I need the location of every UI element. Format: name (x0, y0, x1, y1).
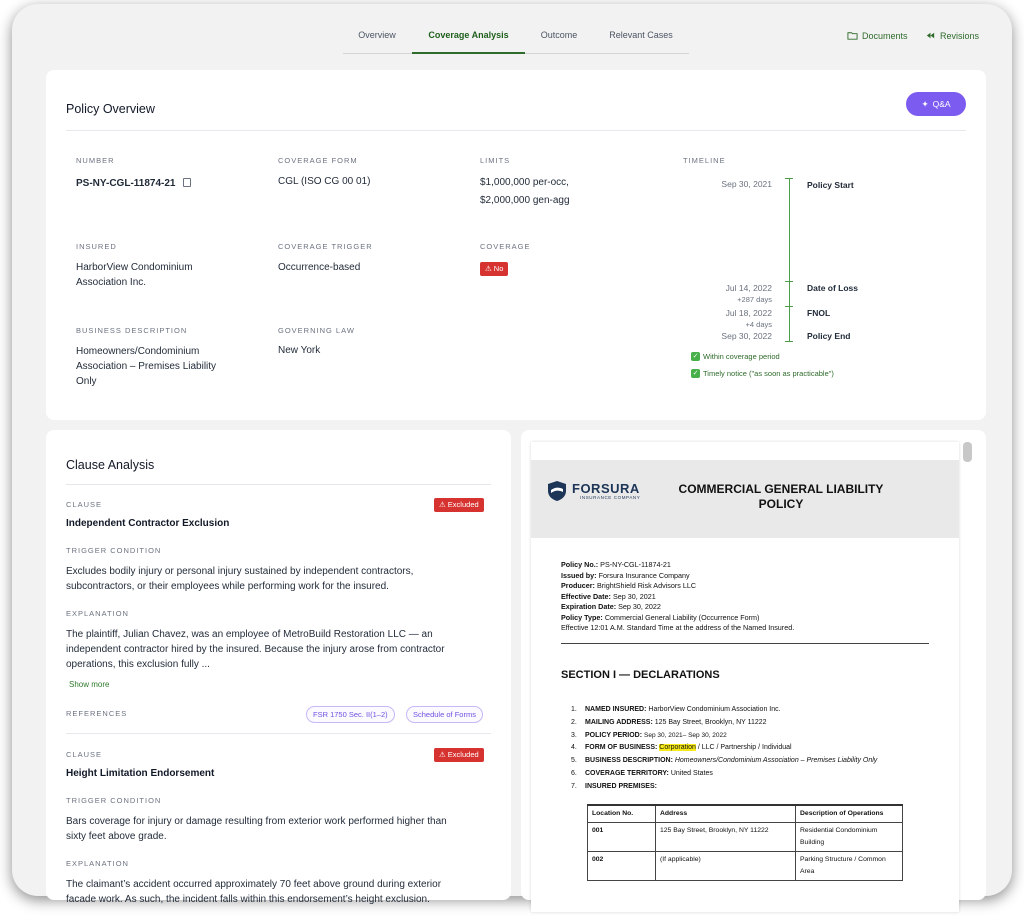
coverage-trigger-label: COVERAGE TRIGGER (278, 242, 373, 251)
item-key: INSURED PREMISES: (585, 782, 657, 790)
policy-number-value: PS-NY-CGL-11874-21 (76, 178, 176, 189)
policy-meta (561, 560, 794, 634)
table-header-row (588, 805, 903, 823)
timeline-line (789, 178, 790, 342)
revisions-label: Revisions (940, 30, 980, 41)
meta-row (561, 581, 794, 592)
document-viewer[interactable] (521, 430, 986, 900)
divider (66, 130, 966, 131)
title-line: POLICY (758, 497, 804, 511)
text-line: The plaintiff, Julian Chavez, was an employee of MetroBuild Restoration LLC — an (66, 629, 433, 640)
document-page (531, 442, 959, 912)
timeline-delta: +4 days (745, 320, 772, 329)
document-rule (561, 643, 929, 644)
table-row (588, 823, 903, 852)
business-description-value (76, 344, 216, 389)
meta-row (561, 592, 794, 603)
meta-value: Sep 30, 2022 (618, 602, 661, 611)
text-line: facade work. As such, the incident falls within this endorsement’s height exclusion. (66, 894, 430, 905)
excluded-badge: ⚠ Excluded (434, 748, 484, 762)
timeline-date: Sep 30, 2022 (721, 331, 772, 341)
declaration-item (571, 730, 877, 743)
declaration-item (571, 768, 877, 781)
timeline-delta: +287 days (737, 295, 772, 304)
business-description-label: BUSINESS DESCRIPTION (76, 326, 188, 335)
table-row (588, 852, 903, 881)
scrollbar-thumb[interactable] (963, 442, 972, 462)
item-number: 5. (571, 757, 577, 765)
business-description-line: Association – Premises Liability (76, 361, 217, 372)
meta-key: Expiration Date: (561, 602, 617, 611)
insured-line: HarborView Condominium (76, 262, 193, 273)
timeline-event: FNOL (807, 308, 831, 318)
limits-line: $1,000,000 per-occ, (480, 177, 569, 188)
insured-line: Association Inc. (76, 277, 147, 288)
meta-value: Commercial General Liability (Occurrence Form) (604, 612, 760, 622)
highlighted-value: Corporation (659, 744, 696, 752)
qa-button[interactable] (906, 92, 966, 116)
item-key: POLICY PERIOD: (585, 731, 643, 739)
clause-analysis-card (46, 430, 511, 905)
meta-value: BrightShield Risk Advisors LLC (596, 581, 697, 590)
coverage-trigger-value: Occurrence-based (278, 262, 361, 273)
item-number: 7. (571, 782, 577, 790)
meta-row (561, 560, 794, 571)
documents-label: Documents (862, 30, 908, 41)
coverage-period-check (691, 352, 780, 361)
item-key: COVERAGE TERRITORY: (585, 769, 669, 777)
timely-notice-check (691, 369, 834, 378)
meta-key: Effective Date: (561, 591, 611, 601)
show-more-link[interactable]: Show more (69, 680, 110, 689)
item-number: 1. (571, 706, 577, 713)
explanation-text (66, 627, 445, 672)
timeline-label: TIMELINE (683, 156, 726, 165)
clause-analysis-title: Clause Analysis (66, 458, 155, 472)
number-label: NUMBER (76, 156, 115, 165)
policy-number (76, 176, 191, 191)
item-number: 4. (571, 744, 577, 752)
copy-icon[interactable] (183, 178, 191, 187)
tab-coverage-analysis[interactable]: Coverage Analysis (412, 26, 525, 54)
declaration-item (571, 742, 877, 755)
divider (66, 484, 491, 485)
coverage-status-badge: ⚠ No (480, 262, 508, 276)
table-cell: Parking Structure / Common Area (796, 852, 903, 881)
logo-subtitle: INSURANCE COMPANY (580, 494, 641, 500)
meta-value: Effective 12:01 A.M. Standard Time at the address of the Named Insured. (561, 623, 795, 632)
text-line: subcontractors, or their employees while performing work for the insured. (66, 581, 389, 592)
text-line: sixty feet above grade. (66, 831, 167, 842)
clause-label: CLAUSE (66, 750, 103, 759)
table-cell: 002 (588, 852, 656, 881)
coverage-label: COVERAGE (480, 242, 531, 251)
forsura-logo (547, 480, 640, 502)
item-value: Homeowners/Condominium Association – Premises Liability Only (674, 757, 878, 765)
meta-row (561, 613, 794, 624)
table-cell: 125 Bay Street, Brooklyn, NY 11222 (656, 823, 796, 852)
text-line: independent contractor hired by the insured. Because the injury arose from contractor (66, 644, 445, 655)
trigger-condition-text (66, 564, 413, 594)
folder-icon (847, 30, 858, 41)
column-header: Address (656, 805, 796, 823)
item-key: BUSINESS DESCRIPTION: (585, 757, 673, 765)
text-line: The claimant’s accident occurred approximately 70 feet above ground during exterior (66, 879, 442, 890)
text-line: Excludes bodily injury or personal injury sustained by independent contractors, (66, 566, 414, 577)
revisions-button[interactable] (925, 30, 979, 41)
meta-key: Policy No.: (561, 560, 599, 569)
timeline-date: Jul 14, 2022 (725, 283, 772, 293)
item-number: 6. (571, 769, 577, 777)
trigger-condition-label: TRIGGER CONDITION (66, 546, 162, 555)
limits-line: $2,000,000 gen-agg (480, 195, 570, 206)
limits-label: LIMITS (480, 156, 511, 165)
item-key: MAILING ADDRESS: (585, 718, 653, 726)
logo-wordmark: FORSURA (572, 480, 640, 496)
timeline-event: Policy Start (807, 180, 854, 190)
check-label: Within coverage period (703, 352, 780, 361)
item-value: / LLC / Partnership / Individual (695, 744, 792, 752)
governing-law-value: New York (278, 345, 321, 356)
trigger-condition-label: TRIGGER CONDITION (66, 796, 162, 805)
document-header (531, 460, 959, 538)
timeline-tick (785, 306, 793, 307)
item-value: United States (670, 769, 713, 777)
meta-value: Forsura Insurance Company (598, 570, 690, 580)
insured-label: INSURED (76, 242, 117, 251)
meta-key: Issued by: (561, 570, 597, 580)
declaration-item (571, 755, 877, 768)
timeline-date: Sep 30, 2021 (721, 179, 772, 189)
sparkle-icon: ✦ (921, 98, 929, 109)
business-description-line: Homeowners/Condominium (76, 346, 200, 357)
item-number: 2. (571, 718, 577, 726)
title-line: COMMERCIAL GENERAL LIABILITY (678, 482, 884, 496)
timeline-event: Date of Loss (807, 283, 859, 293)
timeline-date: Jul 18, 2022 (725, 308, 772, 318)
reference-chip[interactable]: FSR 1750 Sec. II(1–2) (306, 706, 395, 723)
clause-label: CLAUSE (66, 500, 103, 509)
timeline-tick (785, 281, 793, 282)
qa-label: Q&A (932, 99, 951, 109)
check-label: Timely notice ("as soon as practicable") (703, 369, 834, 378)
meta-row (561, 623, 794, 634)
section-heading: SECTION I — DECLARATIONS (561, 669, 720, 681)
meta-row (561, 571, 794, 582)
rewind-icon (925, 30, 936, 41)
explanation-label: EXPLANATION (66, 859, 129, 868)
app-window (12, 4, 1012, 905)
trigger-condition-text (66, 814, 447, 844)
insured-value (76, 260, 193, 290)
coverage-form-label: COVERAGE FORM (278, 156, 358, 165)
documents-button[interactable] (847, 30, 908, 41)
explanation-text (66, 877, 441, 907)
tab-outcome[interactable]: Outcome (540, 30, 578, 40)
business-description-line: Only (76, 376, 97, 387)
policy-overview-title: Policy Overview (66, 102, 155, 116)
policy-overview-card (46, 70, 986, 420)
limits-value (480, 174, 570, 210)
premises-table (587, 804, 903, 881)
excluded-badge: ⚠ Excluded (434, 498, 484, 512)
checkmark-icon: ✓ (692, 370, 699, 377)
item-key: NAMED INSURED: (585, 706, 647, 713)
meta-key: Producer: (561, 581, 595, 590)
clause-name: Independent Contractor Exclusion (66, 518, 230, 529)
shield-icon (547, 480, 567, 502)
coverage-form-value: CGL (ISO CG 00 01) (278, 176, 371, 187)
references-label: REFERENCES (66, 709, 128, 718)
declarations-list (571, 704, 877, 794)
item-value: Sep 30, 2021– Sep 30, 2022 (644, 731, 727, 739)
meta-row (561, 602, 794, 613)
meta-value: Sep 30, 2021 (612, 591, 656, 601)
declaration-item (571, 781, 877, 794)
table-cell: (If applicable) (656, 852, 796, 881)
table-cell: 001 (588, 823, 656, 852)
governing-law-label: GOVERNING LAW (278, 326, 355, 335)
text-line: operations, this exclusion fully ... (66, 659, 210, 670)
table-cell: Residential Condominium Building (796, 823, 903, 852)
tab-bar (343, 26, 689, 54)
tab-relevant-cases[interactable]: Relevant Cases (609, 30, 673, 40)
timeline-tick (785, 178, 793, 179)
meta-key: Policy Type: (561, 612, 603, 622)
clause-name: Height Limitation Endorsement (66, 768, 215, 779)
explanation-label: EXPLANATION (66, 609, 129, 618)
item-value: 125 Bay Street, Brooklyn, NY 11222 (654, 718, 767, 726)
divider (66, 733, 491, 734)
tab-overview[interactable]: Overview (358, 30, 396, 40)
item-key: FORM OF BUSINESS: (585, 744, 658, 752)
declaration-item (571, 717, 877, 730)
document-title (661, 482, 901, 512)
column-header: Description of Operations (796, 805, 903, 823)
timeline-event: Policy End (807, 331, 851, 341)
item-value: HarborView Condominium Association Inc. (648, 706, 781, 713)
column-header: Location No. (588, 805, 656, 823)
text-line: Bars coverage for injury or damage resulting from exterior work performed higher than (66, 816, 447, 827)
meta-value: PS-NY-CGL-11874-21 (600, 560, 671, 569)
checkmark-icon: ✓ (692, 353, 699, 360)
timeline-tick (785, 341, 793, 342)
declaration-item (571, 704, 877, 717)
item-number: 3. (571, 731, 577, 739)
reference-chip[interactable]: Schedule of Forms (406, 706, 483, 723)
